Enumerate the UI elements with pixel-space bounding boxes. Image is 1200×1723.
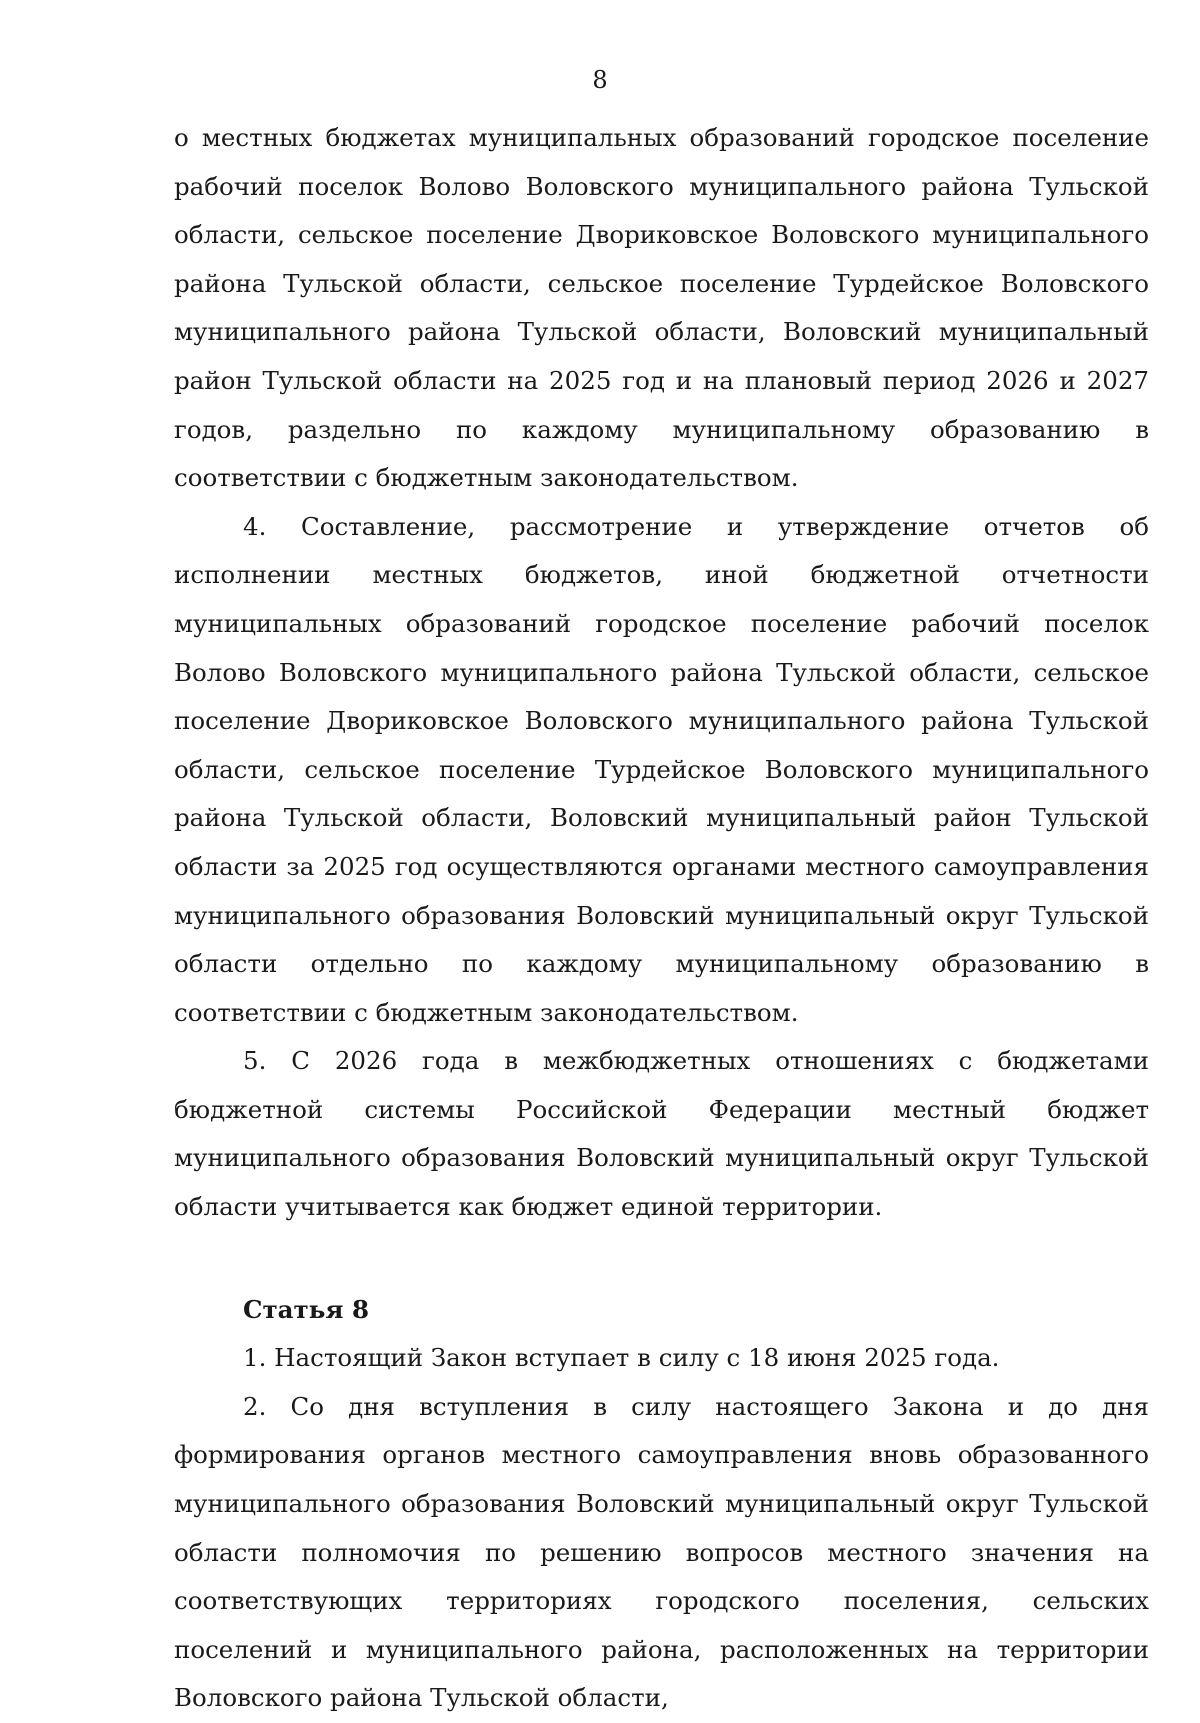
article-heading: Статья 8 <box>243 1294 370 1324</box>
page-number: 8 <box>592 66 608 94</box>
paragraph-item-4: 4. Составление, рассмотрение и утверждение отчетов об исполнении местных бюджетов, иной бюджетной отчетности муниципальных образований городское поселение рабочий поселок Волово Воловского муниципального района Тульской области, сельское поселение Двориковское Воловского муниципального района Тульской области, сельское поселение Турдейское Воловского муниципального района Тульской области, Воловский муниципальный район Тульской области за 2025 год осуществляются органами местного самоуправления муниципального образования Воловский муниципальный округ Тульской области отдельно по каждому муниципальному образованию в соответствии с бюджетным законодательством. <box>174 511 1149 1027</box>
paragraph-item-5: 5. С 2026 года в межбюджетных отношениях с бюджетами бюджетной системы Российской Федерации местный бюджет муниципального образования Воловский муниципальный округ Тульской области учитывается как бюджет единой территории. <box>174 1046 1149 1222</box>
document-body <box>174 114 1149 1723</box>
paragraph-continuation: о местных бюджетах муниципальных образований городское поселение рабочий поселок Волово Воловского муниципального района Тульской области, сельское поселение Двориковское Воловского муниципального района Тульской области, сельское поселение Турдейское Воловского муниципального района Тульской области, Воловский муниципальный район Тульской области на 2025 год и на плановый период 2026 и 2027 годов, раздельно по каждому муниципальному образованию в соответствии с бюджетным законодательством. <box>174 123 1149 493</box>
article-item-2: 2. Со дня вступления в силу настоящего Закона и до дня формирования органов местного самоуправления вновь образованного муниципального образования Воловский муниципальный округ Тульской области полномочия по решению вопросов местного значения на соответствующих территориях городского поселения, сельских поселений и муниципального района, расположенных на территории Воловского района Тульской области, <box>174 1391 1149 1713</box>
article-item-1: 1. Настоящий Закон вступает в силу с 18 июня 2025 года. <box>243 1343 1000 1373</box>
